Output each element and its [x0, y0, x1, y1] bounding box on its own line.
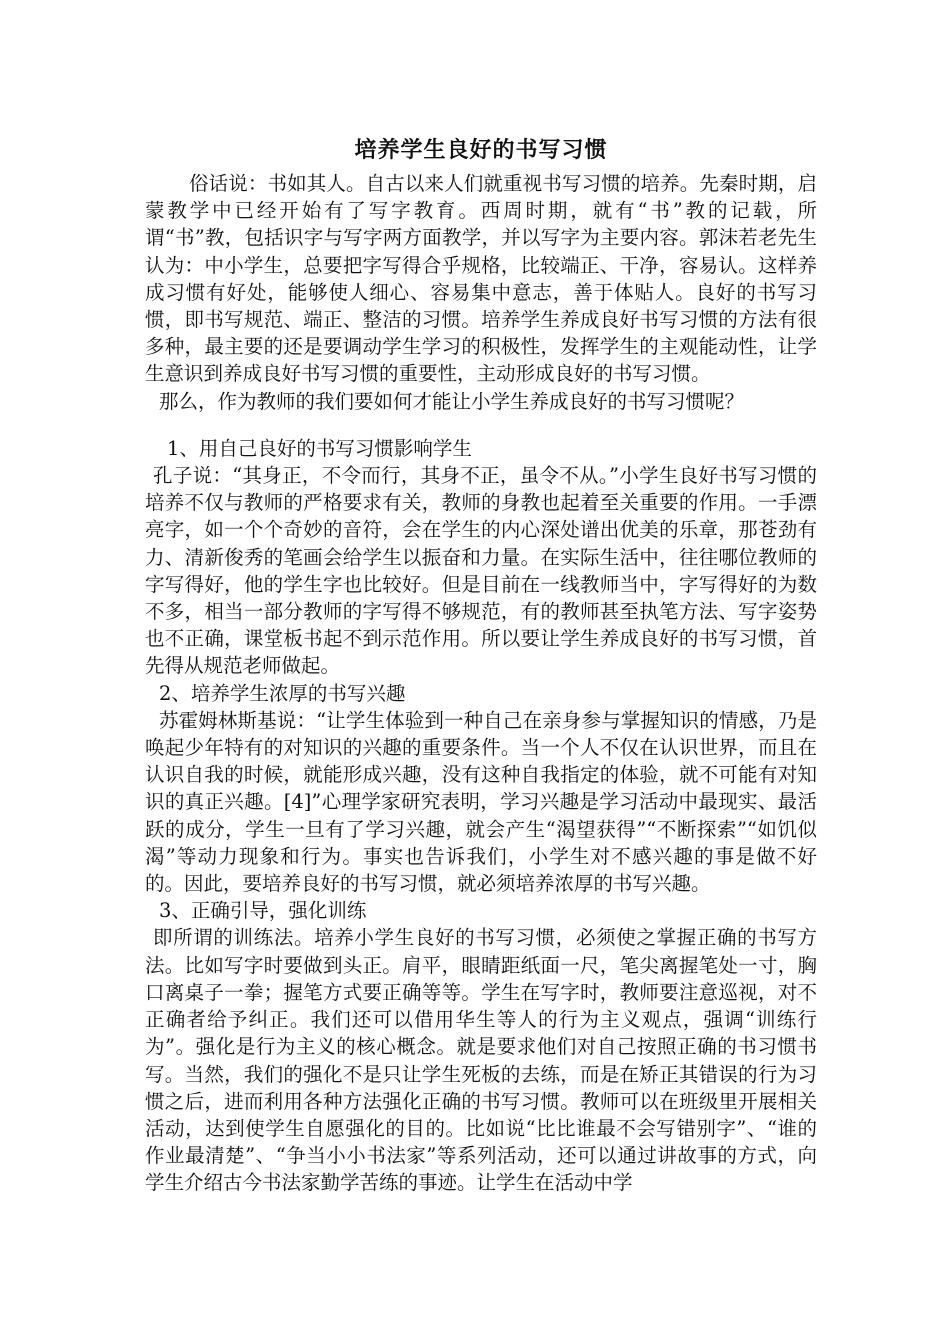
intro-paragraph: 俗话说：书如其人。自古以来人们就重视书写习惯的培养。先秦时期，启蒙教学中已经开始有了写字教育。西周时期，就有“书”教的记载，所谓“书”教，包括识字与写字两方面教学，并以写字为主要内容。郭沫若老先生认为：中小学生，总要把字写得合乎规格，比较端正、干净，容易认。这样养成习惯有好处，能够使人细心、容易集中意志，善于体贴人。良好的书写习惯，即书写规范、端正、整洁的习惯。培养学生养成良好书写习惯的方法有很多种，最主要的还是要调动学生学习的积极性，发挥学生的主观能动性，让学生意识到养成良好书写习惯的重要性，主动形成良好的书写习惯。 [145, 172, 817, 386]
document-page [145, 132, 817, 1197]
section-heading-2: 2、培养学生浓厚的书写兴趣 [159, 681, 406, 705]
question-paragraph: 那么，作为教师的我们要如何才能让小学生养成良好的书写习惯呢？ [159, 389, 745, 413]
section-heading-1: 1、用自己良好的书写习惯影响学生 [167, 436, 472, 460]
section-body-3: 即所谓的训练法。培养小学生良好的书写习惯，必须使之掌握正确的书写方法。比如写字时要做到头正。肩平，眼睛距纸面一尺，笔尖离握笔处一寸，胸口离桌子一拳；握笔方式要正确等等。学生在写字时，教师要注意巡视，对不正确者给予纠正。我们还可以借用华生等人的行为主义观点，强调“训练行为”。强化是行为主义的核心概念。就是要求他们对自己按照正确的书习惯书写。当然，我们的强化不是只让学生死板的去练，而是在矫正其错误的行为习惯之后，进而利用各种方法强化正确的书写习惯。教师可以在班级里开展相关活动，达到使学生自愿强化的目的。比如说“比比谁最不会写错别字”、“谁的作业最清楚”、“争当小小书法家”等系列活动，还可以通过讲故事的方式，向学生介绍古今书法家勤学苦练的事迹。让学生在活动中学 [145, 926, 817, 1195]
document-title: 培养学生良好的书写习惯 [354, 137, 608, 163]
section-body-1: 孔子说：“其身正，不令而行，其身不正，虽令不从。”小学生良好书写习惯的培养不仅与教师的严格要求有关，教师的身教也起着至关重要的作用。一手漂亮字，如一个个奇妙的音符，会在学生的内心深处谱出优美的乐章，那苍劲有力、清新俊秀的笔画会给学生以振奋和力量。在实际生活中，往往哪位教师的字写得好，他的学生字也比较好。但是目前在一线教师当中，字写得好的为数不多，相当一部分教师的字写得不够规范，有的教师甚至执笔方法、写字姿势也不正确，课堂板书起不到示范作用。所以要让学生养成良好的书写习惯，首先得从规范老师做起。 [145, 464, 817, 678]
section-body-2: 苏霍姆林斯基说：“让学生体验到一种自己在亲身参与掌握知识的情感，乃是唤起少年特有的对知识的兴趣的重要条件。当一个人不仅在认识世界，而且在认识自我的时候，就能形成兴趣，没有这种自我指定的体验，就不可能有对知识的真正兴趣。[4]”心理学家研究表明，学习兴趣是学习活动中最现实、最活跃的成分，学生一旦有了学习兴趣，就会产生“渴望获得”“不断探索”“如饥似渴”等动力现象和行为。事实也告诉我们，小学生对不感兴趣的事是做不好的。因此，要培养良好的书写习惯，就必须培养浓厚的书写兴趣。 [145, 708, 817, 896]
section-heading-3: 3、正确引导，强化训练 [159, 899, 367, 923]
